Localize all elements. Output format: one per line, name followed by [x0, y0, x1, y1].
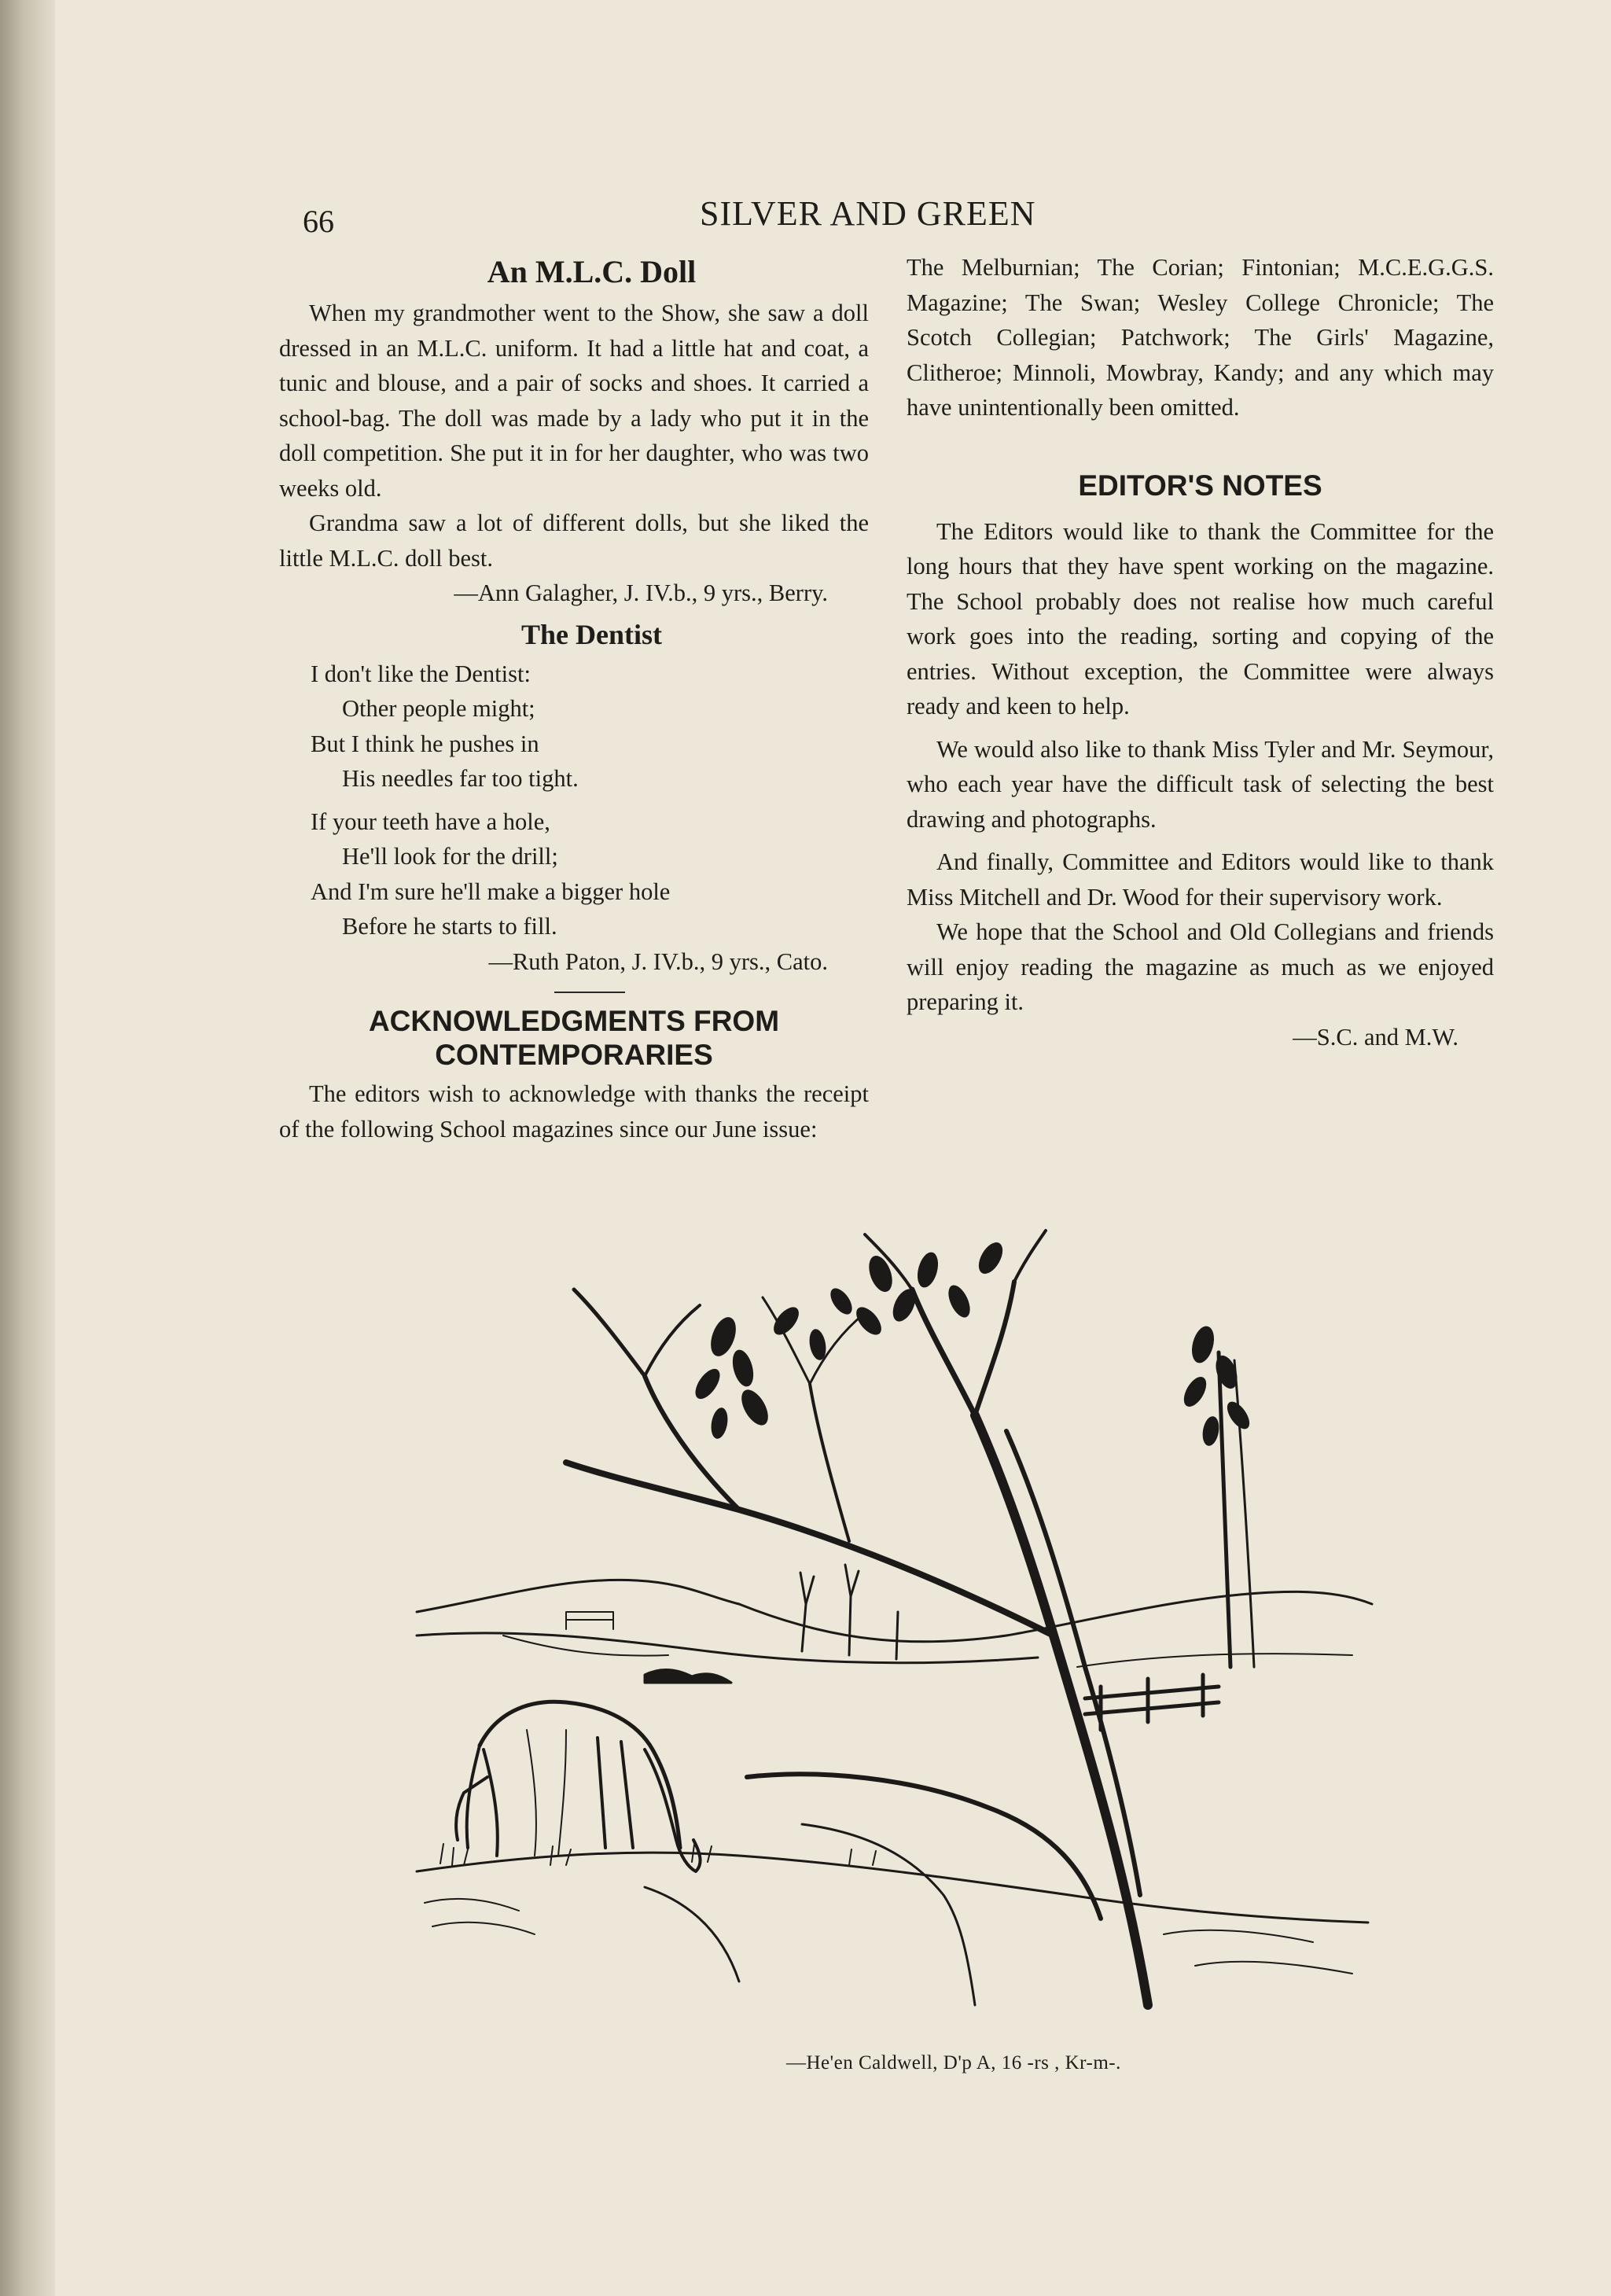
editors-notes-section [907, 469, 1494, 1055]
right-column [907, 250, 1494, 1054]
tall-gum-tree-right [1219, 1352, 1254, 1667]
illustration-caption: —He'en Caldwell, D'p A, 16 -rs , Kr-m-. [786, 2052, 1121, 2073]
acknowledgments-title [279, 1004, 869, 1072]
section-divider [554, 992, 625, 993]
distant-trees [566, 1565, 898, 1683]
doll-article-title: An M.L.C. Doll [487, 254, 697, 289]
poem-line: And I'm sure he'll make a bigger hole [311, 878, 671, 905]
dentist-signature: —Ruth Paton, J. IV.b., 9 yrs., Cato. [488, 947, 828, 975]
horse [456, 1702, 701, 1871]
editors-notes-title: EDITOR'S NOTES [1078, 469, 1322, 502]
main-gum-tree [566, 1231, 1148, 2005]
acknowledgments-paragraph: The editors wish to acknowledge with thanks the receipt of the following School magazines since our June issue: [279, 1080, 869, 1142]
acknowledgments-title-line-2: CONTEMPORARIES [435, 1039, 713, 1071]
poem-body [311, 657, 869, 944]
editors-notes-paragraph-1: The Editors would like to thank the Committee for the long hours that they have spent working on the magazine. The School probably does not realise how much careful work goes into the reading, sorting and copying of the entries. Without exception, the Committee were always ready and keen to help. [907, 517, 1494, 719]
running-head: SILVER AND GREEN [700, 194, 1036, 233]
doll-signature: —Ann Galagher, J. IV.b., 9 yrs., Berry. [454, 580, 828, 606]
acknowledgments-section [279, 1004, 869, 1146]
doll-paragraph-1: When my grandmother went to the Show, she saw a doll dressed in an M.L.C. uniform. It had a little hat and coat, a tunic and blouse, and a pair of socks and shoes. It carried a school-bag. The doll was made by a lady who put it in the doll competition. She put it in for her daughter, who was two weeks old. [279, 300, 869, 502]
poem-line: I don't like the Dentist: [311, 660, 531, 687]
editors-notes-signature: —S.C. and M.W. [1293, 1023, 1458, 1050]
editors-notes-paragraph-2: We would also like to thank Miss Tyler and Mr. Seymour, who each year have the difficult task of selecting the best drawing and photographs. [907, 735, 1494, 833]
stanza-break [311, 797, 869, 804]
doll-paragraph-2: Grandma saw a lot of different dolls, but she liked the little M.L.C. doll best. [279, 510, 869, 572]
poem-line: If your teeth have a hole, [311, 808, 550, 835]
magazine-list: The Melburnian; The Corian; Fintonian; M.C.E.G.G.S. Magazine; The Swan; Wesley College Chronicle; The Scotch Collegian; Patchwork; The Girls' Magazine, Clitheroe; Minnoli, Mowbray, Kandy; and any which may have unintentionally been omitted. [907, 254, 1494, 421]
dentist-poem-title: The Dentist [521, 618, 662, 650]
poem-line: He'll look for the drill; [342, 843, 558, 870]
foreground-ground [417, 1774, 1368, 2005]
landscape-illustration [409, 1227, 1376, 2013]
editors-notes-paragraph-4: We hope that the School and Old Collegians and friends will enjoy reading the magazine as much as we enjoyed preparing it. [907, 918, 1494, 1015]
editors-notes-paragraph-3: And finally, Committee and Editors would like to thank Miss Mitchell and Dr. Wood for their supervisory work. [907, 848, 1494, 911]
doll-article [279, 250, 869, 611]
poem-line: Before he starts to fill. [342, 913, 557, 940]
left-column [279, 250, 869, 1146]
acknowledgments-title-line-1: ACKNOWLEDGMENTS FROM [368, 1005, 780, 1037]
page-number: 66 [303, 204, 334, 239]
poem-line: Other people might; [342, 695, 535, 722]
book-gutter-shadow [0, 0, 55, 2296]
fence [1085, 1675, 1219, 1730]
poem-line: His needles far too tight. [342, 765, 579, 792]
poem-line: But I think he pushes in [311, 730, 539, 757]
dentist-poem [279, 614, 869, 980]
